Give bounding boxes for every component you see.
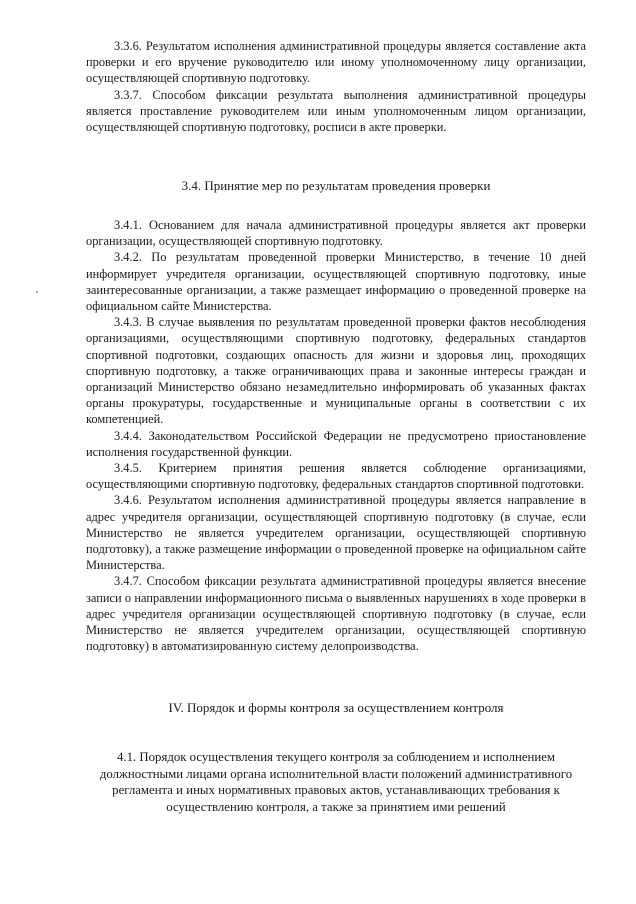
paragraph-3-4-4: 3.4.4. Законодательством Российской Федерации не предусмотрено приостановление исполнения государственной функции. (86, 428, 586, 459)
scan-speck (36, 291, 38, 293)
section-3-4-heading: 3.4. Принятие мер по результатам проведения проверки (181, 178, 491, 193)
section-iv-heading: IV. Порядок и формы контроля за осуществлением контроля (168, 700, 504, 715)
paragraph-3-3-7: 3.3.7. Способом фиксации результата выполнения административной процедуры является проставление руководителем или иным уполномоченным лицом организации, осуществляющей спортивную подготовку, росписи в акте проверки. (86, 87, 586, 135)
paragraph-3-4-2: 3.4.2. По результатам проведенной проверки Министерство, в течение 10 дней информирует учредителя организации, осуществляющей спортивную подготовку, иные заинтересованные организации, а также размещает информацию о проведенной проверке на официальном сайте Министерства. (86, 250, 586, 314)
paragraph-3-4-3: 3.4.3. В случае выявления по результатам проведенной проверки фактов несоблюдения организациями, осуществляющими спортивную подготовку, федеральных стандартов спортивной подготовки, создающих опасность для жизни и здоровья лиц, проходящих спортивную подготовку, а также ограничивающих права и законные интересы граждан и организаций Министерство обязано незамедлительно информировать об указанных фактах органы прокуратуры, государственные и муниципальные органы в соответствии с их компетенцией. (86, 315, 586, 427)
paragraph-3-4-7: 3.4.7. Способом фиксации результата административной процедуры является внесение записи о направлении информационного письма о выявленных нарушениях в ходе проверки в адрес учредителя организации осуществляющей спортивную подготовку (в случае, если Министерство не является учредителем организации, осуществляющей спортивную подготовку) в автоматизированную систему делопроизводства. (86, 574, 586, 654)
paragraph-3-3-6: 3.3.6. Результатом исполнения административной процедуры является составление акта проверки и его вручение руководителю или иному уполномоченному лицу организации, осуществляющей спортивную подготовку. (86, 39, 586, 86)
section-4-1-heading: 4.1. Порядок осуществления текущего контроля за соблюдением и исполнением должностными лицами органа исполнительной власти положений административного регламента и иных нормативных правовых актов, устанавливающих требования к осуществлению контроля, а также за принятием ими решений (99, 750, 573, 814)
section-3-3-block (86, 38, 586, 135)
section-3-4-block (86, 217, 586, 654)
paragraph-3-4-1: 3.4.1. Основанием для начала административной процедуры является акт проверки организации, осуществляющей спортивную подготовку. (86, 218, 586, 249)
paragraph-3-4-5: 3.4.5. Критерием принятия решения является соблюдение организациями, осуществляющими спортивную подготовку, федеральных стандартов спортивной подготовки. (86, 461, 586, 492)
paragraph-3-4-6: 3.4.6. Результатом исполнения административной процедуры является направление в адрес учредителя организации, осуществляющей спортивную подготовку (в случае, если Министерство не является учредителем организации, осуществляющей спортивную подготовку), а также размещение информации о проведенной проверке на официальном сайте Министерства. (86, 493, 586, 573)
